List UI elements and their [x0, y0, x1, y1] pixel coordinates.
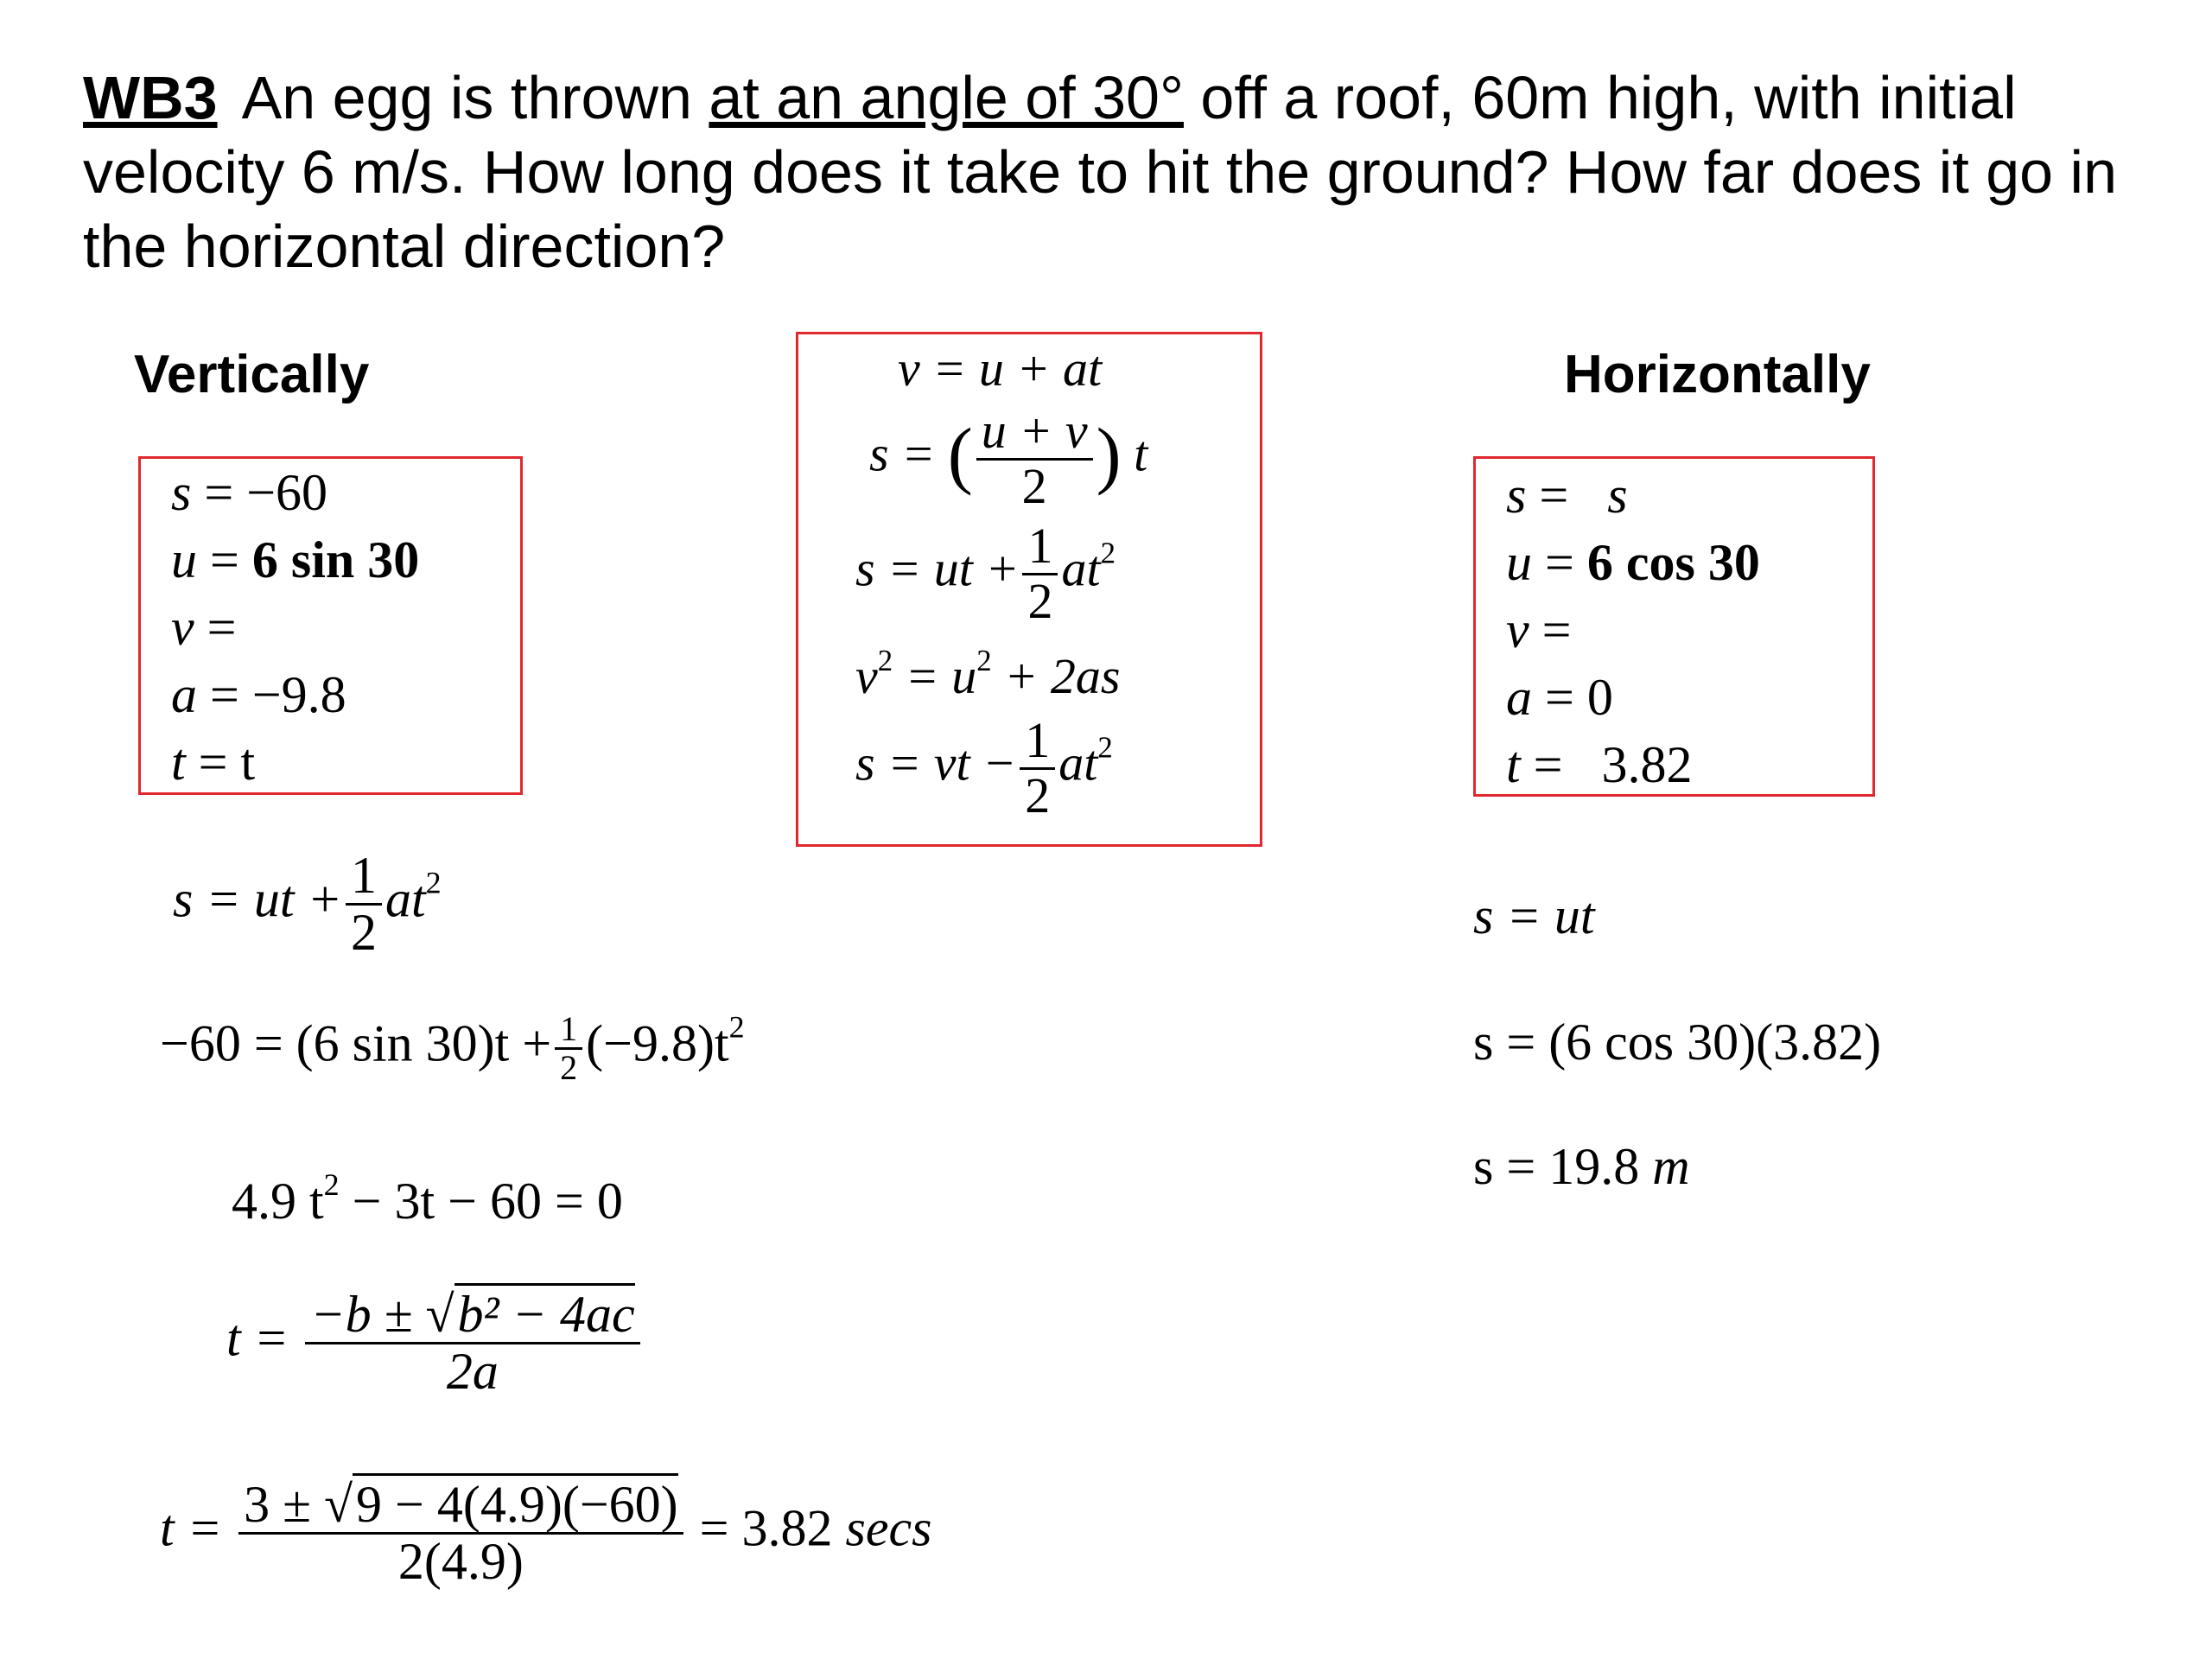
heading-horizontally: Horizontally — [1564, 345, 1871, 404]
horizontal-suvat-box — [1473, 456, 1875, 797]
vertical-eq-solution: t = $\frac{3 \pm √9 - 4(4.9)(-60)}{2(4.9)}$ = 3.82 secs — [160, 1478, 931, 1589]
suvat-eq-v-squared: $v^2 = u^2 + 2as$ — [855, 643, 1121, 704]
vertical-eq-s-ut: s = ut + $\frac{1}{2}$ $at^2$ — [173, 847, 442, 961]
suvat-eq-v-u-at: v = u + at — [898, 340, 1103, 397]
vertical-a-row: a = −9.8 — [171, 666, 346, 723]
horizontal-eq-s-ut: s = ut — [1473, 887, 1595, 944]
vertical-suvat-box — [138, 456, 523, 795]
question-text-before: An egg is thrown — [241, 64, 709, 131]
vertical-v-row: v = — [171, 599, 237, 656]
vertical-eq-quadratic: 4.9 $t^2 - 3t - 60 = 0$ — [232, 1167, 623, 1230]
horizontal-t-row: t = 3.82 — [1506, 736, 1693, 793]
horizontal-s-value: s — [1607, 467, 1628, 524]
vertical-eq-substituted: −60 = (6 sin 30)t + $\frac{1}{2}$ $(-9.8)t^2$ — [160, 1009, 745, 1087]
question-text — [83, 60, 2174, 283]
horizontal-a-value: 0 — [1586, 669, 1613, 726]
vertical-u-row: u = 6 sin 30 — [171, 531, 420, 588]
suvat-eq-s-average: s = ( $\frac{u + v}{2}$ ) t — [869, 403, 1148, 514]
horizontal-eq-result: s = 19.8 m — [1473, 1138, 1690, 1195]
vertical-a-value: −9.8 — [251, 666, 346, 723]
horizontal-eq-substituted: s = (6 cos 30)(3.82) — [1473, 1014, 1882, 1071]
suvat-formulas-box — [796, 332, 1262, 847]
question-underlined: at an angle of 30° — [709, 64, 1184, 131]
vertical-t-value: t — [240, 734, 256, 791]
suvat-eq-s-vt: s = vt − $\frac{1}{2}$ $at^2$ — [855, 712, 1113, 823]
horizontal-a-row: a = 0 — [1506, 669, 1613, 726]
horizontal-u-row: u = 6 cos 30 — [1506, 534, 1760, 591]
vertical-variable-list — [171, 459, 419, 796]
vertical-s-value: −60 — [246, 464, 328, 521]
question-text-after: off a roof, 60m high, with initial velocity 6 m/s. How long does it take to hit the ground? How far does it go in the horizontal direction? — [83, 64, 2118, 280]
horizontal-t-value: 3.82 — [1601, 736, 1693, 793]
vertical-u-value: 6 sin 30 — [251, 531, 420, 588]
question-label: WB3 — [83, 64, 218, 131]
horizontal-u-value: 6 cos 30 — [1586, 534, 1760, 591]
suvat-eq-s-ut: s = ut + $\frac{1}{2}$ $at^2$ — [855, 518, 1116, 629]
vertical-eq-quadratic-formula: t = $\frac{\text{−b ± √b² − 4ac}}{2a}$ — [226, 1287, 644, 1399]
horizontal-variable-list — [1506, 461, 1760, 798]
horizontal-v-row: v = — [1506, 601, 1572, 658]
vertical-s-row: s = −60 — [171, 464, 328, 521]
horizontal-s-row: s = s — [1506, 467, 1628, 524]
vertical-t-row: t = t — [171, 734, 256, 791]
heading-vertically: Vertically — [134, 345, 370, 404]
